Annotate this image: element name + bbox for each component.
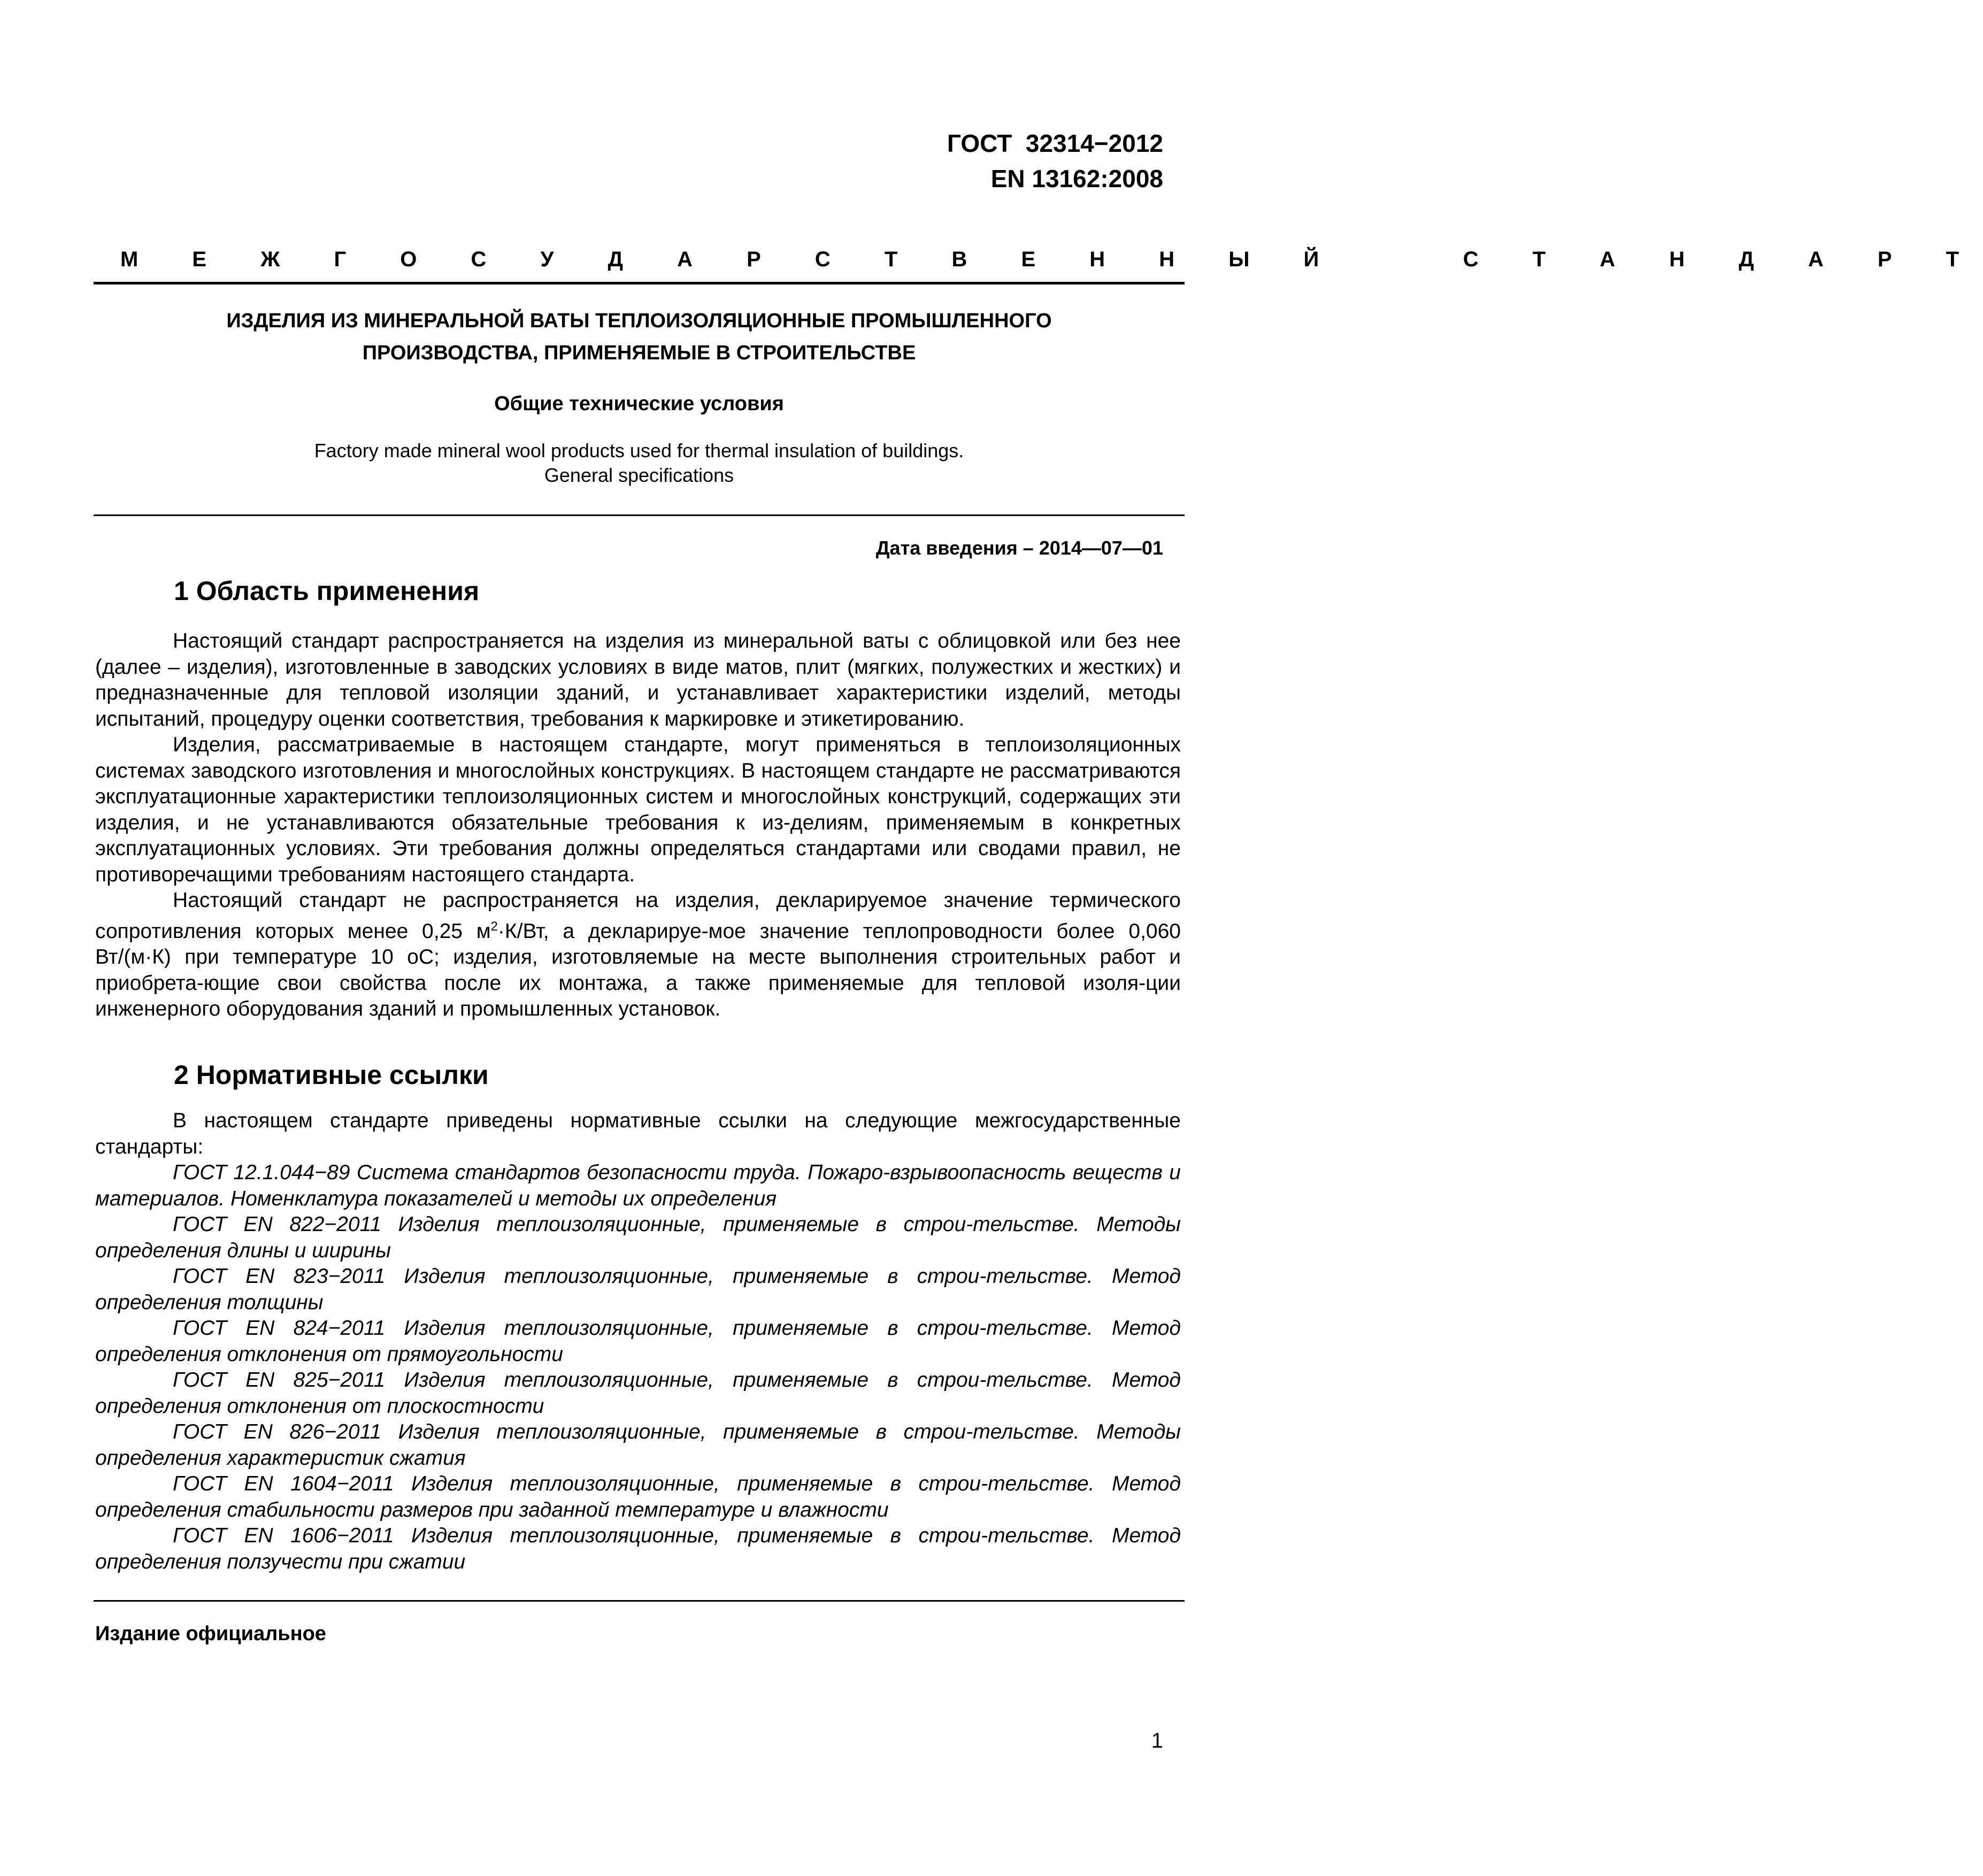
english-title-line-1: Factory made mineral wool products used for thermal insulation of buildings. <box>314 440 964 462</box>
title-line-1: ИЗДЕЛИЯ ИЗ МИНЕРАЛЬНОЙ ВАТЫ ТЕПЛОИЗОЛЯЦИОННЫЕ ПРОМЫШЛЕННОГО <box>226 310 1052 332</box>
normative-references-list <box>95 1160 1181 1575</box>
section-1-body <box>95 628 1181 1022</box>
banner-divider <box>94 282 1185 285</box>
section-2-body <box>95 1108 1181 1575</box>
reference-item: ГОСТ EN 1604−2011 Изделия теплоизоляционные, применяемые в строи-тельстве. Метод определения стабильности размеров при заданной температуре и влажности <box>95 1472 1181 1521</box>
reference-item: ГОСТ 12.1.044−89 Система стандартов безопасности труда. Пожаро-взрывоопасность веществ и материалов. Номенклатура показателей и методы их определения <box>95 1161 1181 1210</box>
document-title <box>94 305 1185 369</box>
section-1-paragraph: Настоящий стандарт распространяется на изделия из минеральной ваты с облицовкой или без нее (далее – изделия), изготовленные в заводских условиях в виде матов, плит (мягких, полужестких и жестких) и предназначенные для тепловой изоляции зданий, и устанавливает характеристики изделий, методы испытаний, процедуру оценки соответствия, требования к маркировке и этикетированию. <box>95 629 1181 731</box>
section-2-intro: В настоящем стандарте приведены нормативные ссылки на следующие межгосударственные стандарты: <box>95 1109 1181 1158</box>
paragraph-text-end: ·К/Вт, а декларируе-мое значение теплопроводности более 0,060 Вт/(м·К) при температуре 10 оС; изделия, изготовляемые на месте выполнения строительных работ и приобрета-ющие свои свойства после их монтажа, а также применяемые для тепловой изоля-ции инженерного оборудования зданий и промышленных установок. <box>95 919 1181 1020</box>
section-2-heading: 2 Нормативные ссылки <box>174 1060 489 1090</box>
official-edition-label: Издание официальное <box>95 1623 326 1645</box>
page-number: 1 <box>1151 1729 1163 1752</box>
section-1-paragraph: Изделия, рассматриваемые в настоящем стандарте, могут применяться в теплоизоляционных системах заводского изготовления и многослойных конструкциях. В настоящем стандарте не рассматриваются эксплуатационные характеристики теплоизоляционных систем и многослойных конструкций, содержащих эти изделия, и не устанавливаются обязательные требования к из-делиям, применяемым в конкретных эксплуатационных условиях. Эти требования должны определяться стандартами или сводами правил, не противоречащими требованиям настоящего стандарта. <box>95 733 1181 886</box>
reference-item: ГОСТ EN 826−2011 Изделия теплоизоляционные, применяемые в строи-тельстве. Методы определения характеристик сжатия <box>95 1420 1181 1470</box>
standard-identifiers <box>947 126 1163 196</box>
reference-item: ГОСТ EN 824−2011 Изделия теплоизоляционные, применяемые в строи-тельстве. Метод определения отклонения от прямоугольности <box>95 1317 1181 1366</box>
banner-text: М Е Ж Г О С У Д А Р С Т В Е Н Н Ы Й С Т А Н Д А Р Т <box>120 248 1983 271</box>
standard-type-banner <box>94 238 1983 281</box>
superscript: 2 <box>490 919 498 934</box>
section-1-heading: 1 Область применения <box>174 576 480 606</box>
reference-item: ГОСТ EN 823−2011 Изделия теплоизоляционные, применяемые в строи-тельстве. Метод определения толщины <box>95 1265 1181 1314</box>
introduction-date: Дата введения – 2014—07—01 <box>875 537 1163 559</box>
title-divider <box>94 514 1185 516</box>
footer-divider <box>94 1600 1185 1602</box>
english-title-line-2: General specifications <box>544 464 734 486</box>
document-subtitle: Общие технические условия <box>494 393 784 415</box>
standard-number-gost: ГОСТ 32314−2012 <box>947 129 1163 157</box>
section-1-paragraph <box>95 888 1181 1022</box>
reference-item: ГОСТ EN 1606−2011 Изделия теплоизоляционные, применяемые в строи-тельстве. Метод определения ползучести при сжатии <box>95 1524 1181 1573</box>
english-title <box>94 439 1185 488</box>
standard-number-en: EN 13162:2008 <box>990 165 1163 193</box>
paragraph-text-start: Настоящий стандарт не распространяется на изделия, декларируемое значение термического сопротивления которых менее 0,25 м <box>95 889 1181 943</box>
reference-item: ГОСТ EN 822−2011 Изделия теплоизоляционные, применяемые в строи-тельстве. Методы определения длины и ширины <box>95 1213 1181 1262</box>
reference-item: ГОСТ EN 825−2011 Изделия теплоизоляционные, применяемые в строи-тельстве. Метод определения отклонения от плоскостности <box>95 1368 1181 1418</box>
title-line-2: ПРОИЗВОДСТВА, ПРИМЕНЯЕМЫЕ В СТРОИТЕЛЬСТВЕ <box>362 342 916 364</box>
